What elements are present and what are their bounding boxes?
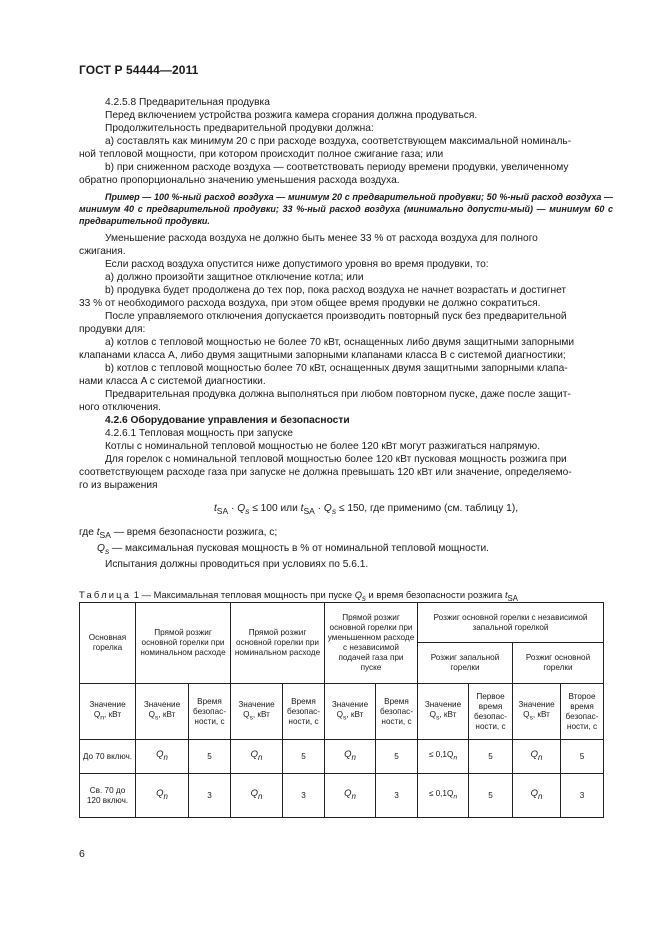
cell: $Q_n$ [325, 774, 376, 818]
cell: 3 [189, 774, 231, 818]
definition-tsa: где $t_{SA}$ — время безопасности розжига, с; [79, 527, 278, 541]
list-item-a-cont: клапанами класса A, либо двумя защитными запорными клапанами класса B с системой диагностики; [79, 350, 566, 361]
subsection-title-4261: 4.2.6.1 Тепловая мощность при запуске [105, 428, 293, 439]
list-item-b: b) при сниженном расходе воздуха — соответствовать периоду времени продувки, увеличенному [105, 162, 569, 173]
paragraph: Если расход воздуха опустится ниже допустимого уровня во время продувки, то: [105, 259, 489, 270]
subheader-value-qn: Значение $Q_n$, кВт [80, 684, 136, 740]
subheader-value-qs: Значение $Q_s$, кВт [136, 684, 189, 740]
paragraph-cont: продувки для: [79, 324, 146, 335]
list-item-b-cont: обратно пропорционально значению уменьшения расхода воздуха. [79, 175, 400, 186]
header-main-ignition: Розжиг основной горелки [513, 643, 604, 684]
cell: $Q_n$ [136, 774, 189, 818]
header-pilot-ignition: Розжиг запальной горелки [418, 643, 513, 684]
subheader-value-qs: Значение $Q_s$, кВт [418, 684, 469, 740]
list-item-b: b) котлов с тепловой мощностью более 70 кВт, оснащенных двумя защитными запорными клапа- [105, 363, 568, 374]
paragraph: Для горелок с номинальной тепловой мощностью более 120 кВт пусковая мощность розжига при [105, 454, 567, 465]
paragraph: Испытания должны проводиться при условиях по 5.6.1. [105, 559, 369, 571]
document-body [79, 96, 613, 571]
cell: 3 [283, 774, 325, 818]
cell: 5 [561, 740, 604, 774]
cell: 5 [469, 740, 513, 774]
paragraph: После управляемого отключения допускается производить повторный пуск без предварительной [105, 311, 567, 322]
row-label: Св. 70 до 120 включ. [80, 774, 136, 818]
paragraph-cont: го из выражения [79, 480, 158, 491]
example-note: Пример — 100 %-ный расход воздуха — минимум 20 с предварительной продувки; 50 %-ный расход воздуха — минимум 40 с предварительной продувки; 33 %-ный расход воздуха (минимально допусти-мый) — минимум 60 с предварительной продувки. [79, 192, 613, 226]
list-item-a: a) составлять как минимум 20 с при расходе воздуха, соответствующем максимальной номиналь- [105, 136, 572, 147]
cell: $Q_n$ [231, 774, 283, 818]
list-item-a: a) котлов с тепловой мощностью не более 70 кВт, оснащенных либо двумя защитными запорными [105, 337, 575, 348]
table-1 [79, 602, 604, 818]
section-title-426: 4.2.6 Оборудование управления и безопасности [105, 415, 350, 426]
paragraph-cont: сжигания. [79, 246, 126, 257]
list-item-a-cont: ной тепловой мощности, при котором происходит полное сжигание газа; или [79, 149, 444, 160]
table-row [80, 740, 604, 774]
paragraph: Котлы с номинальной тепловой мощностью не более 120 кВт могут разжигаться напрямую. [105, 441, 541, 452]
header-direct-reduced: Прямой розжиг основной горелки при уменьшенном расходе с независимой подачей газа при пуске [325, 603, 418, 684]
subheader-value-qs: Значение $Q_s$, кВт [325, 684, 376, 740]
list-item-b-cont: 33 % от необходимого расхода воздуха, при этом общее время продувки не должно сократиться. [79, 298, 541, 309]
document-header: ГОСТ Р 54444—2011 [79, 63, 199, 77]
cell: 3 [561, 774, 604, 818]
cell: ≤ $0,1Q_n$ [418, 774, 469, 818]
table-caption: Таблица 1 — Максимальная тепловая мощность при пуске $Q_s$ и время безопасности розжига $t_{SA}$ [79, 589, 518, 603]
table-row [80, 774, 604, 818]
subheader-value-qs: Значение $Q_s$, кВт [513, 684, 561, 740]
cell: 3 [376, 774, 418, 818]
cell: $Q_n$ [231, 740, 283, 774]
header-direct-nominal-2: Прямой розжиг основной горелки при номинальном расходе [231, 603, 325, 684]
cell: 5 [189, 740, 231, 774]
section-title-4258: 4.2.5.8 Предварительная продувка [105, 97, 270, 108]
formula: $t_{SA} \cdot Q_s \le 100$ или $t_{SA} \cdot Q_s \le 150$, где применимо (см. таблицу 1), [213, 503, 519, 517]
cell: 5 [283, 740, 325, 774]
paragraph-cont: ного отключения. [79, 402, 161, 413]
list-item-b: b) продувка будет продолжена до тех пор, пока расход воздуха не начнет возрастать и достигнет [105, 285, 567, 296]
paragraph: Уменьшение расхода воздуха не должно быть менее 33 % от расхода воздуха для полного [105, 233, 538, 244]
subheader-second-safety-time: Второе время безопас-ности, с [561, 684, 604, 740]
page-number: 6 [79, 848, 85, 860]
header-independent-pilot: Розжиг основной горелки с независимой запальной горелкой [418, 603, 604, 643]
subheader-first-safety-time: Первое время безопас-ности, с [469, 684, 513, 740]
subheader-safety-time: Время безопас-ности, с [189, 684, 231, 740]
cell: $Q_n$ [513, 740, 561, 774]
row-label: До 70 включ. [80, 740, 136, 774]
subheader-safety-time: Время безопас-ности, с [283, 684, 325, 740]
cell: $Q_n$ [325, 740, 376, 774]
cell: ≤ $0,1Q_n$ [418, 740, 469, 774]
list-item-b-cont: нами класса A с системой диагностики. [79, 376, 266, 387]
paragraph: Предварительная продувка должна выполняться при любом повторном пуске, даже после защит- [105, 389, 571, 400]
list-item-a: a) должно произойти защитное отключение котла; или [105, 272, 364, 283]
paragraph-cont: соответствующем расходе газа при запуске не должна превышать 120 кВт или значение, определяемо- [79, 467, 572, 478]
paragraph: Перед включением устройства розжига камера сгорания должна продуваться. [105, 110, 478, 121]
paragraph: Продолжительность предварительной продувки должна: [105, 123, 374, 134]
header-direct-nominal: Прямой розжиг основной горелки при номинальном расходе [136, 603, 231, 684]
subheader-value-qs: Значение $Q_s$, кВт [231, 684, 283, 740]
cell: 5 [469, 774, 513, 818]
cell: $Q_n$ [136, 740, 189, 774]
definition-qs: $Q_s$ — максимальная пусковая мощность в % от номинальной тепловой мощности. [97, 543, 489, 557]
cell: 5 [376, 740, 418, 774]
header-main-burner: Основная горелка [80, 603, 136, 684]
cell: $Q_n$ [513, 774, 561, 818]
subheader-safety-time: Время безопас-ности, с [376, 684, 418, 740]
